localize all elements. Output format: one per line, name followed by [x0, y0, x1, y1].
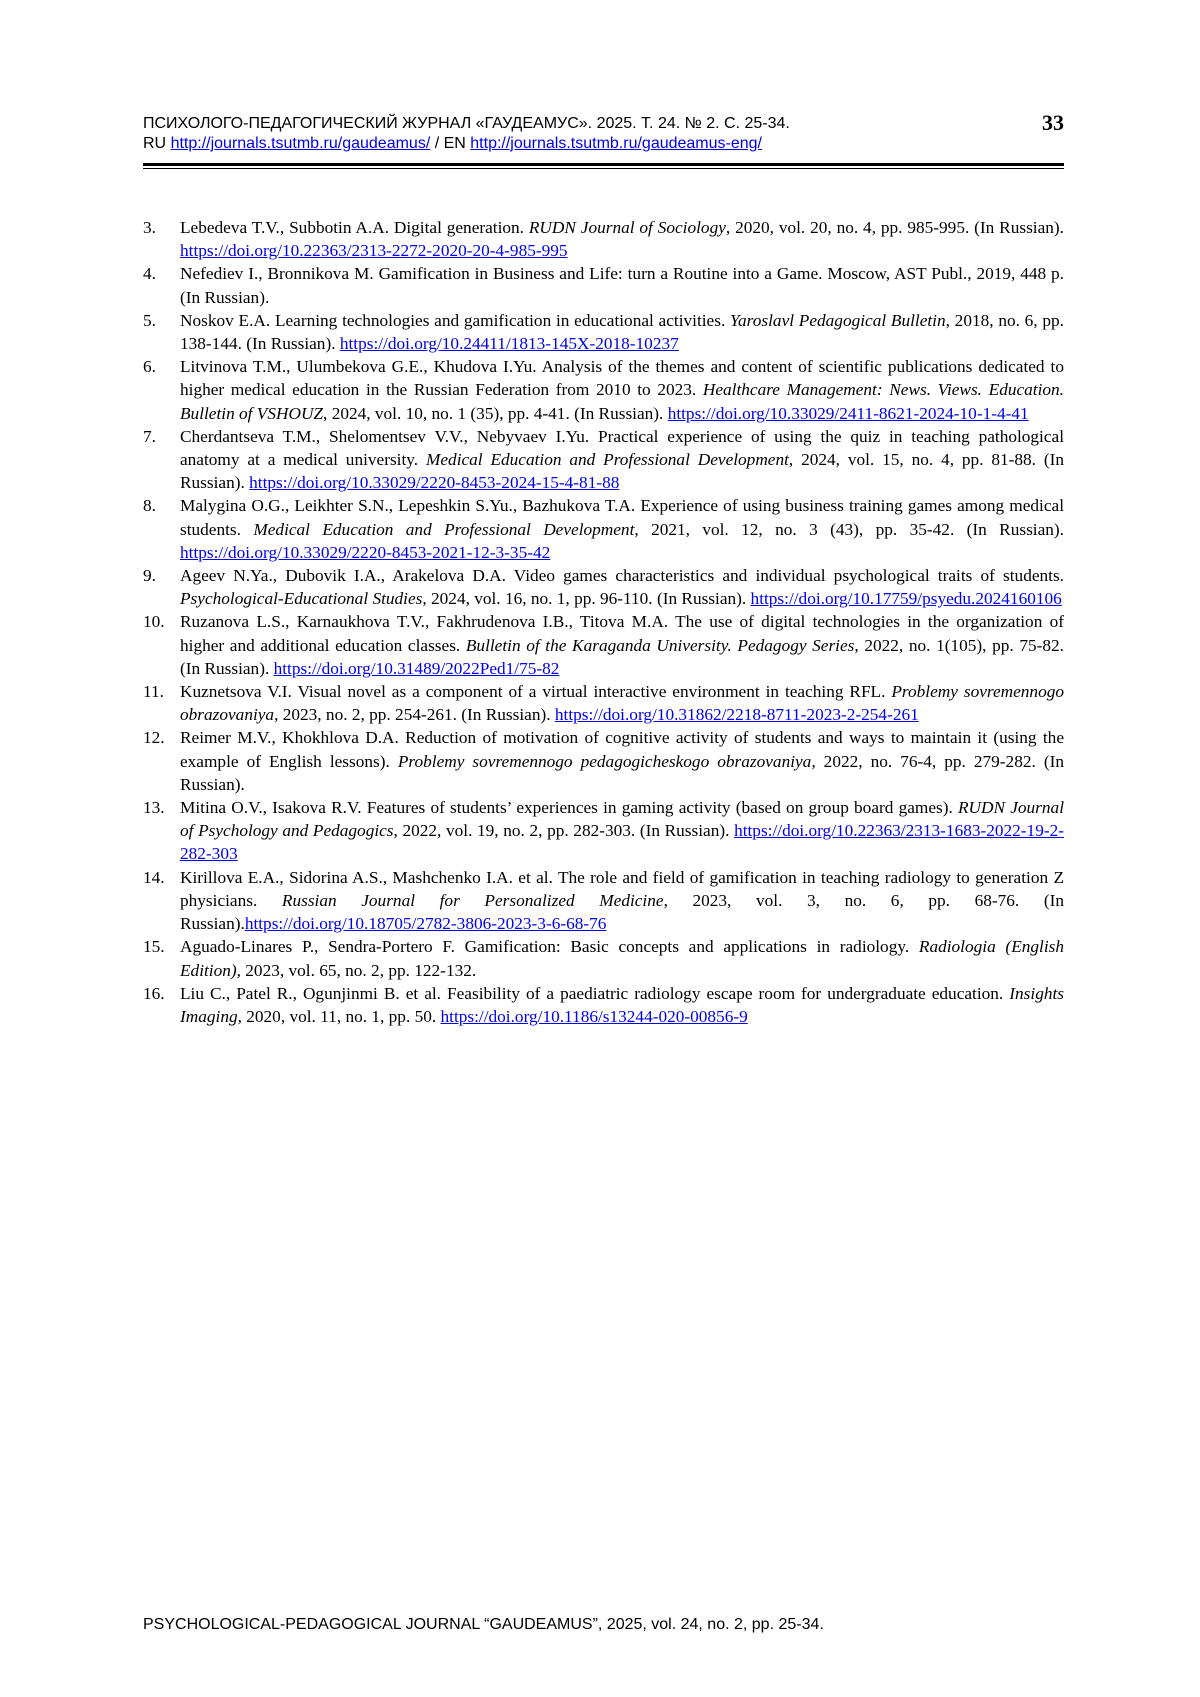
reference-text: [180, 796, 1064, 866]
reference-doi-link[interactable]: https://doi.org/10.33029/2411-8621-2024-10-1-4-41: [667, 403, 1029, 423]
ru-label: RU: [143, 135, 171, 152]
reference-item: [143, 355, 1064, 425]
reference-text: [180, 866, 1064, 936]
reference-number: 15.: [143, 937, 165, 957]
reference-text: [180, 425, 1064, 495]
reference-source: Problemy sovremennogo pedagogicheskogo obrazovaniya: [397, 751, 812, 771]
reference-text: [180, 935, 1064, 981]
reference-details: , 2022, vol. 19, no. 2, pp. 282-303. (In Russian).: [393, 821, 735, 841]
reference-authors-title: Kirillova E.A., Sidorina A.S., Mashchenko I.A. et al. The role and field of gamification in teaching radiology to generation Z physicians.: [180, 867, 1064, 910]
reference-number: 7.: [143, 426, 156, 446]
reference-authors-title: Mitina O.V., Isakova R.V. Features of students’ experiences in gaming activity (based on group board games).: [180, 798, 958, 818]
reference-authors-title: Ageev N.Ya., Dubovik I.A., Arakelova D.A. Video games characteristics and individual psychological traits of students.: [180, 566, 1064, 586]
reference-number: 5.: [143, 310, 156, 330]
reference-doi-link[interactable]: https://doi.org/10.18705/2782-3806-2023-3-6-68-76: [244, 914, 607, 934]
reference-source: RUDN Journal of Psychology and Pedagogics: [180, 798, 1064, 841]
reference-number: 8.: [143, 496, 156, 516]
header-rule-thin: [143, 168, 1064, 169]
reference-authors-title: Malygina O.G., Leikhter S.N., Lepeshkin S.Yu., Bazhukova T.A. Experience of using business training games among medical students.: [180, 496, 1064, 539]
reference-doi-link[interactable]: https://doi.org/10.33029/2220-8453-2021-12-3-35-42: [180, 542, 551, 562]
reference-item: [143, 982, 1064, 1028]
reference-source: Medical Education and Professional Development: [253, 519, 635, 539]
running-header: [143, 114, 1063, 154]
reference-doi-link[interactable]: https://doi.org/10.1186/s13244-020-00856-9: [440, 1006, 748, 1026]
reference-details: , 2023, no. 2, pp. 254-261. (In Russian).: [274, 705, 555, 725]
reference-authors-title: Litvinova T.M., Ulumbekova G.E., Khudova I.Yu. Analysis of the themes and content of scientific publications dedicated to higher medical education in the Russian Federation from 2010 to 2023.: [180, 357, 1064, 400]
reference-item: [143, 262, 1064, 308]
reference-number: 10.: [143, 612, 165, 632]
ru-journal-link[interactable]: http://journals.tsutmb.ru/gaudeamus/: [170, 135, 431, 152]
reference-source: Problemy sovremennogo obrazovaniya: [180, 682, 1064, 725]
reference-authors-title: Aguado-Linares P., Sendra-Portero F. Gamification: Basic concepts and applications in radiology.: [180, 937, 919, 957]
reference-source: RUDN Journal of Sociology: [528, 218, 726, 237]
reference-text: [180, 262, 1064, 308]
reference-text: [180, 355, 1064, 425]
reference-item: [143, 309, 1064, 355]
reference-authors-title: Liu C., Patel R., Ogunjinmi B. et al. Feasibility of a paediatric radiology escape room for undergraduate education.: [180, 983, 1010, 1003]
reference-source: Russian Journal for Personalized Medicine: [281, 890, 664, 910]
reference-item: [143, 866, 1064, 936]
reference-details: , 2020, vol. 11, no. 1, pp. 50.: [237, 1006, 441, 1026]
reference-details: , 2024, vol. 16, no. 1, pp. 96-110. (In Russian).: [422, 589, 751, 609]
reference-source: Insights Imaging: [180, 983, 1064, 1026]
reference-text: [180, 726, 1064, 796]
reference-text: [180, 309, 1064, 355]
reference-item: [143, 680, 1064, 726]
reference-authors-title: Kuznetsova V.I. Visual novel as a component of a virtual interactive environment in teaching RFL.: [180, 682, 892, 702]
reference-source: Medical Education and Professional Development: [425, 450, 789, 470]
reference-details: , 2024, vol. 15, no. 4, pp. 81-88. (In Russian).: [180, 450, 1064, 493]
reference-doi-link[interactable]: https://doi.org/10.22363/2313-2272-2020-20-4-985-995: [180, 241, 568, 261]
reference-doi-link[interactable]: https://doi.org/10.33029/2220-8453-2024-15-4-81-88: [249, 473, 620, 493]
reference-doi-link[interactable]: https://doi.org/10.17759/psyedu.2024160106: [750, 589, 1062, 609]
reference-doi-link[interactable]: https://doi.org/10.31489/2022Ped1/75-82: [273, 658, 560, 678]
en-label: / EN: [430, 135, 471, 152]
reference-source: Yaroslavl Pedagogical Bulletin: [730, 310, 946, 330]
reference-item: [143, 425, 1064, 495]
reference-item: [143, 494, 1064, 564]
reference-number: 6.: [143, 357, 156, 377]
reference-text: [180, 564, 1064, 610]
reference-item: [143, 726, 1064, 796]
reference-source: Bulletin of the Karaganda University. Pedagogy Series: [465, 635, 855, 655]
running-footer: PSYCHOLOGICAL-PEDAGOGICAL JOURNAL “GAUDEAMUS”, 2025, vol. 24, no. 2, pp. 25-34.: [143, 1616, 824, 1633]
reference-source: Radiologia (English Edition),: [180, 937, 1064, 980]
reference-details: , 2021, vol. 12, no. 3 (43), pp. 35-42. (In Russian).: [634, 519, 1064, 539]
reference-item: [143, 796, 1064, 866]
reference-number: 9.: [143, 566, 156, 586]
reference-list: [143, 216, 1064, 1028]
journal-urls: [143, 134, 1063, 154]
reference-text: [180, 610, 1064, 680]
reference-source: Healthcare Management: News. Views. Education. Bulletin of VSHOUZ: [180, 380, 1064, 423]
reference-number: 13.: [143, 798, 165, 818]
reference-doi-link[interactable]: https://doi.org/10.31862/2218-8711-2023-2-254-261: [554, 705, 919, 725]
reference-text: [180, 216, 1064, 262]
reference-details: , 2018, no. 6, pp. 138-144. (In Russian).: [180, 310, 1064, 354]
reference-text: [180, 494, 1064, 564]
reference-authors-title: Reimer M.V., Khokhlova D.A. Reduction of motivation of cognitive activity of students and ways to maintain it (using the example of English lessons).: [180, 728, 1064, 771]
reference-text: [180, 982, 1064, 1028]
reference-number: 3.: [143, 218, 156, 237]
journal-title: ПСИХОЛОГО-ПЕДАГОГИЧЕСКИЙ ЖУРНАЛ «ГАУДЕАМУС». 2025. Т. 24. № 2. С. 25-34.: [143, 115, 790, 132]
reference-details: , 2023, vol. 3, no. 6, pp. 68-76. (In Russian).: [180, 890, 1064, 934]
header-rule-thick: [143, 163, 1064, 166]
reference-text: [180, 680, 1064, 726]
reference-details: , 2022, no. 1(105), pp. 75-82. (In Russian).: [180, 635, 1065, 678]
reference-authors-title: Ruzanova L.S., Karnaukhova T.V., Fakhrudenova I.B., Titova M.A. The use of digital technologies in the organization of higher and additional education classes.: [180, 612, 1064, 655]
reference-details: , 2020, vol. 20, no. 4, pp. 985-995. (In Russian).: [725, 218, 1064, 237]
reference-authors-title: Nefediev I., Bronnikova M. Gamification in Business and Life: turn a Routine into a Game. Moscow, AST Publ., 2019, 448 p. (In Russian).: [180, 264, 1064, 307]
reference-number: 4.: [143, 264, 156, 284]
reference-item: [143, 610, 1064, 680]
reference-number: 14.: [143, 867, 165, 887]
reference-doi-link[interactable]: https://doi.org/10.22363/2313-1683-2022-19-2-282-303: [180, 821, 1064, 864]
reference-authors-title: Cherdantseva T.M., Shelomentsev V.V., Nebyvaev I.Yu. Practical experience of using the quiz in teaching pathological anatomy at a medical university.: [180, 426, 1064, 470]
reference-authors-title: Noskov E.A. Learning technologies and gamification in educational activities.: [180, 310, 731, 330]
reference-item: [143, 564, 1064, 610]
reference-number: 16.: [143, 983, 165, 1003]
reference-details: , 2024, vol. 10, no. 1 (35), pp. 4-41. (In Russian).: [323, 403, 668, 423]
reference-number: 11.: [143, 682, 164, 702]
reference-source: Psychological-Educational Studies: [180, 589, 423, 609]
reference-item: [143, 935, 1064, 981]
reference-doi-link[interactable]: https://doi.org/10.24411/1813-145X-2018-10237: [339, 334, 679, 354]
page-number: 33: [1042, 110, 1064, 135]
reference-authors-title: Lebedeva T.V., Subbotin A.A. Digital generation.: [180, 218, 529, 237]
reference-number: 12.: [143, 728, 165, 748]
reference-item: [143, 216, 1064, 262]
en-journal-link[interactable]: http://journals.tsutmb.ru/gaudeamus-eng/: [470, 135, 762, 152]
reference-details: 2023, vol. 65, no. 2, pp. 122-132.: [240, 960, 477, 980]
reference-details: , 2022, no. 76-4, pp. 279-282. (In Russian).: [180, 751, 1064, 794]
